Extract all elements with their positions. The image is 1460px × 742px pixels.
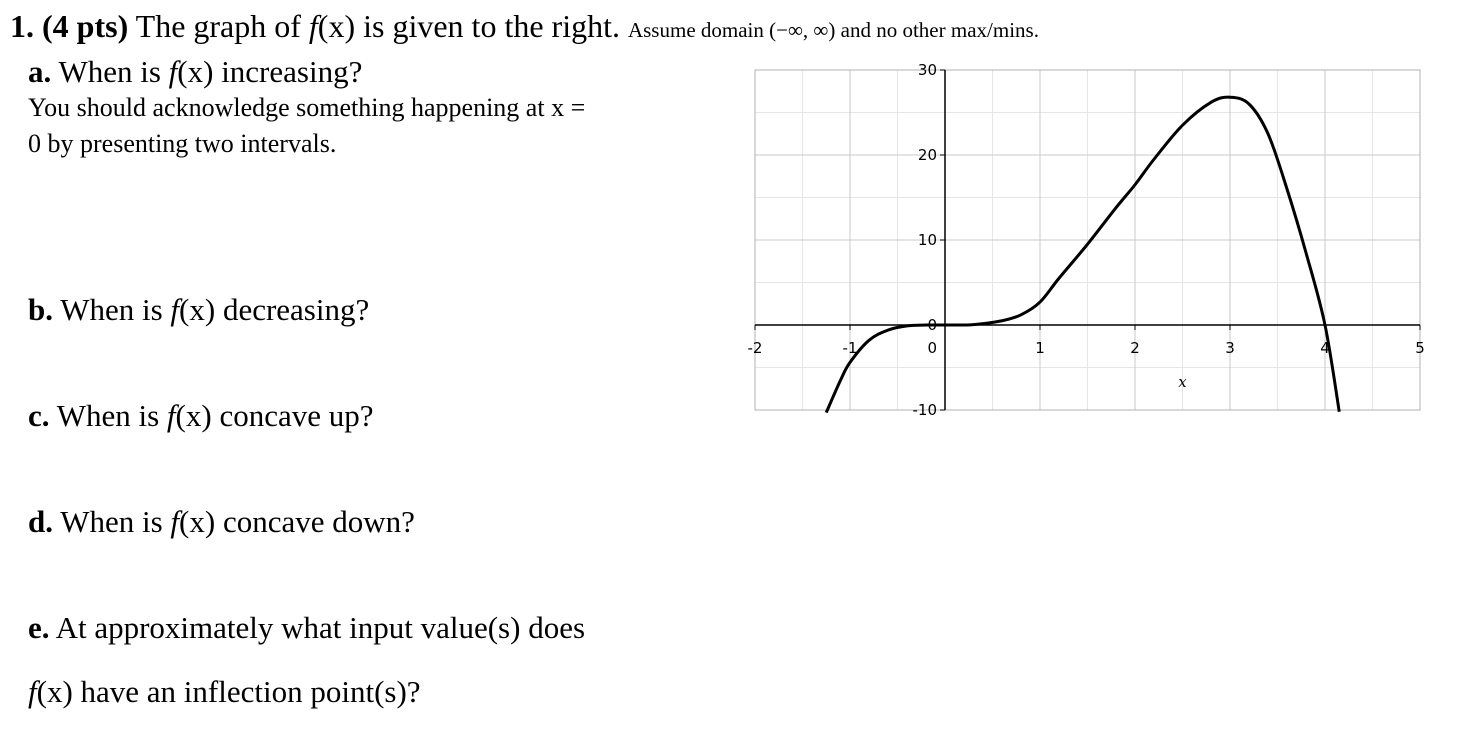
x-tick-label: 2 [1130, 339, 1140, 357]
part-b-arg: (x) [179, 292, 216, 327]
question-text: The graph of [135, 8, 309, 44]
y-tick-label: 20 [917, 146, 937, 164]
part-a-text: When is [58, 54, 169, 89]
part-d-f: f [170, 504, 180, 539]
x-tick-label: 5 [1415, 339, 1425, 357]
part-e-text-after: have an inflection point(s)? [72, 674, 421, 709]
part-c-f: f [166, 398, 176, 433]
part-b-f: f [170, 292, 180, 327]
y-tick-label: 30 [917, 61, 937, 79]
part-b-letter: b. [28, 292, 53, 327]
question-note: Assume domain (−∞, ∞) and no other max/mins. [627, 18, 1039, 42]
y-tick-label: 10 [917, 231, 937, 249]
hint-line-2: 0 by presenting two intervals. [28, 129, 337, 158]
x-tick-label: -2 [747, 339, 763, 357]
x-axis-label: x [1178, 373, 1187, 391]
question-fname: f [308, 8, 318, 44]
part-e-text: At approximately what input value(s) does [55, 610, 586, 645]
origin-label: 0 [927, 339, 937, 357]
question-points: (4 pts) [42, 8, 129, 44]
part-e-letter: e. [28, 610, 50, 645]
x-tick-label: 3 [1225, 339, 1235, 357]
x-tick-label: -1 [842, 339, 858, 357]
part-a-f: f [168, 54, 178, 89]
question-text-after: is given to the right. [355, 8, 620, 44]
part-d-letter: d. [28, 504, 53, 539]
part-c-arg: (x) [175, 398, 212, 433]
x-tick-label: 1 [1035, 339, 1045, 357]
part-a-letter: a. [28, 54, 52, 89]
part-b-text-after: decreasing? [215, 292, 370, 327]
hint-line-1: You should acknowledge something happening at x = [28, 93, 586, 122]
part-a-text-after: increasing? [213, 54, 363, 89]
part-c-text-after: concave up? [211, 398, 374, 433]
part-e-f: f [28, 674, 37, 709]
y-tick-label: -10 [912, 401, 937, 419]
question-farg: (x) [317, 8, 356, 44]
part-b-text: When is [60, 292, 171, 327]
part-c-text: When is [56, 398, 167, 433]
part-e-arg: (x) [36, 674, 73, 709]
part-d-arg: (x) [179, 504, 216, 539]
part-a-arg: (x) [177, 54, 214, 89]
part-d-text-after: concave down? [215, 504, 415, 539]
y-tick-label: 0 [927, 316, 937, 334]
question-number: 1. [10, 8, 34, 44]
part-d-text: When is [60, 504, 171, 539]
function-curve [826, 97, 1339, 412]
part-c-letter: c. [28, 398, 50, 433]
x-tick-label: 4 [1320, 339, 1330, 357]
